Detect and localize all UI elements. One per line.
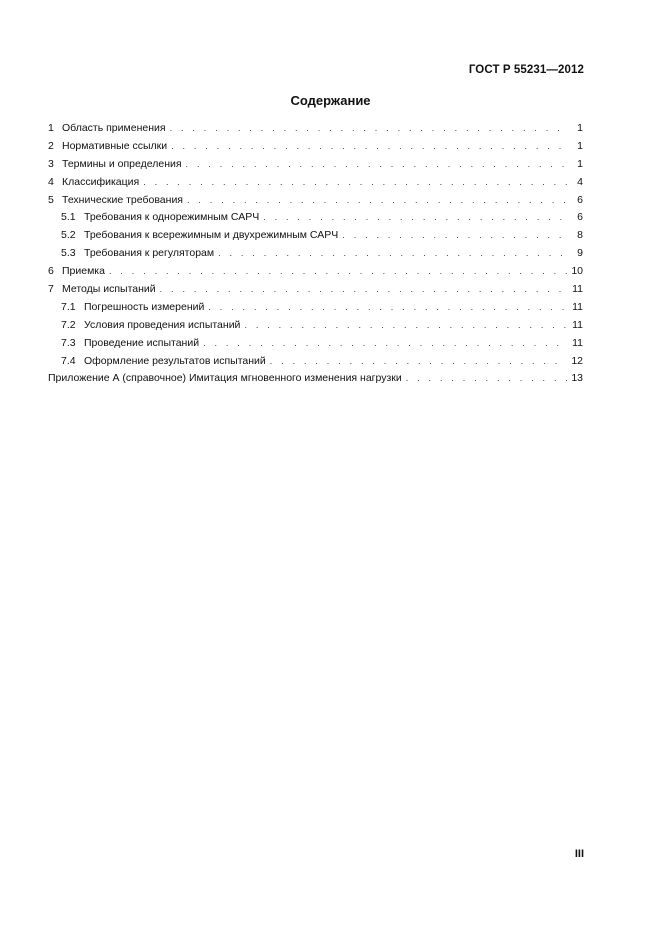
toc-subentry[interactable] xyxy=(48,317,583,335)
toc-subentry[interactable] xyxy=(48,209,583,227)
toc-entry-number: 7.4 xyxy=(61,354,76,367)
toc-entry-number: 5.3 xyxy=(61,247,76,260)
toc-subentry[interactable] xyxy=(48,353,583,371)
toc-entry-title: Условия проведения испытаний xyxy=(84,318,241,331)
toc-entry-title: Погрешность измерений xyxy=(84,300,205,313)
toc-dot-leader xyxy=(109,263,567,281)
toc-entry-number: 1 xyxy=(48,122,54,134)
toc-entry-title: Приложение А (справочное) Имитация мгновенного изменения нагрузки xyxy=(48,372,402,385)
toc-entry-title: Нормативные ссылки xyxy=(62,139,168,152)
document-id: ГОСТ Р 55231—2012 xyxy=(468,64,584,76)
toc-entry-number: 5 xyxy=(48,193,54,206)
toc-entry-number: 3 xyxy=(48,157,54,170)
toc-entry-title: Технические требования xyxy=(62,193,183,206)
toc-entry-number: 7 xyxy=(48,283,54,296)
toc-dot-leader xyxy=(186,156,569,174)
toc-entry-number: 7.2 xyxy=(61,318,76,331)
toc-entry-title: Требования к всережимным и двухрежимным САРЧ xyxy=(84,229,339,242)
toc-dot-leader xyxy=(160,281,568,299)
toc-entry-page: 4 xyxy=(577,175,583,188)
toc-entry-number: 6 xyxy=(48,265,54,278)
toc-entry-page: 1 xyxy=(577,157,583,170)
toc-entry-title: Приемка xyxy=(62,265,105,278)
table-of-contents xyxy=(48,120,583,388)
toc-entry-title: Проведение испытаний xyxy=(84,336,200,349)
toc-entry-title: Требования к однорежимным САРЧ xyxy=(84,211,260,224)
toc-dot-leader xyxy=(218,245,569,263)
toc-subentry[interactable] xyxy=(48,227,583,245)
toc-dot-leader xyxy=(187,192,569,210)
toc-dot-leader xyxy=(244,317,568,335)
toc-dot-leader xyxy=(208,299,568,317)
toc-dot-leader xyxy=(143,174,569,192)
toc-entry[interactable] xyxy=(48,263,583,281)
toc-entry-title: Термины и определения xyxy=(62,157,182,170)
toc-subentry[interactable] xyxy=(48,299,583,317)
toc-entry[interactable] xyxy=(48,120,583,138)
toc-entry-page: 11 xyxy=(572,318,583,331)
toc-subentry[interactable] xyxy=(48,245,583,263)
toc-entry-page: 6 xyxy=(577,211,583,224)
toc-entry-title: Методы испытаний xyxy=(62,283,156,296)
toc-entry[interactable] xyxy=(48,281,583,299)
toc-entry-page: 6 xyxy=(577,193,583,206)
toc-dot-leader xyxy=(263,209,569,227)
toc-appendix-entry[interactable] xyxy=(48,370,583,388)
toc-entry-number: 5.1 xyxy=(61,211,76,224)
toc-entry-title: Классификация xyxy=(62,175,140,188)
toc-entry-page: 10 xyxy=(571,265,583,278)
toc-entry[interactable] xyxy=(48,156,583,174)
toc-entry-number: 4 xyxy=(48,175,54,188)
toc-entry[interactable] xyxy=(48,138,583,156)
toc-dot-leader xyxy=(406,370,568,388)
toc-subentry[interactable] xyxy=(48,335,583,353)
toc-entry-number: 5.2 xyxy=(61,229,76,242)
toc-dot-leader xyxy=(170,120,569,138)
toc-entry-page: 1 xyxy=(577,122,583,134)
toc-dot-leader xyxy=(171,138,569,156)
toc-entry-page: 12 xyxy=(571,354,583,367)
toc-entry[interactable] xyxy=(48,192,583,210)
toc-entry-page: 9 xyxy=(577,247,583,260)
toc-dot-leader xyxy=(270,353,568,371)
toc-entry-page: 11 xyxy=(572,336,583,349)
toc-entry-page: 8 xyxy=(577,229,583,242)
toc-entry-title: Область применения xyxy=(62,122,166,134)
toc-dot-leader xyxy=(342,227,569,245)
toc-entry-number: 7.3 xyxy=(61,336,76,349)
toc-entry-title: Оформление результатов испытаний xyxy=(84,354,266,367)
toc-entry[interactable] xyxy=(48,174,583,192)
page-number: III xyxy=(574,848,584,860)
toc-entry-page: 1 xyxy=(577,139,583,152)
toc-entry-number: 2 xyxy=(48,139,54,152)
toc-entry-title: Требования к регуляторам xyxy=(84,247,215,260)
toc-title: Содержание xyxy=(290,93,371,108)
toc-entry-page: 13 xyxy=(571,372,583,385)
toc-dot-leader xyxy=(203,335,568,353)
toc-entry-number: 7.1 xyxy=(61,300,76,313)
toc-entry-page: 11 xyxy=(572,283,583,296)
toc-entry-page: 11 xyxy=(572,300,583,313)
